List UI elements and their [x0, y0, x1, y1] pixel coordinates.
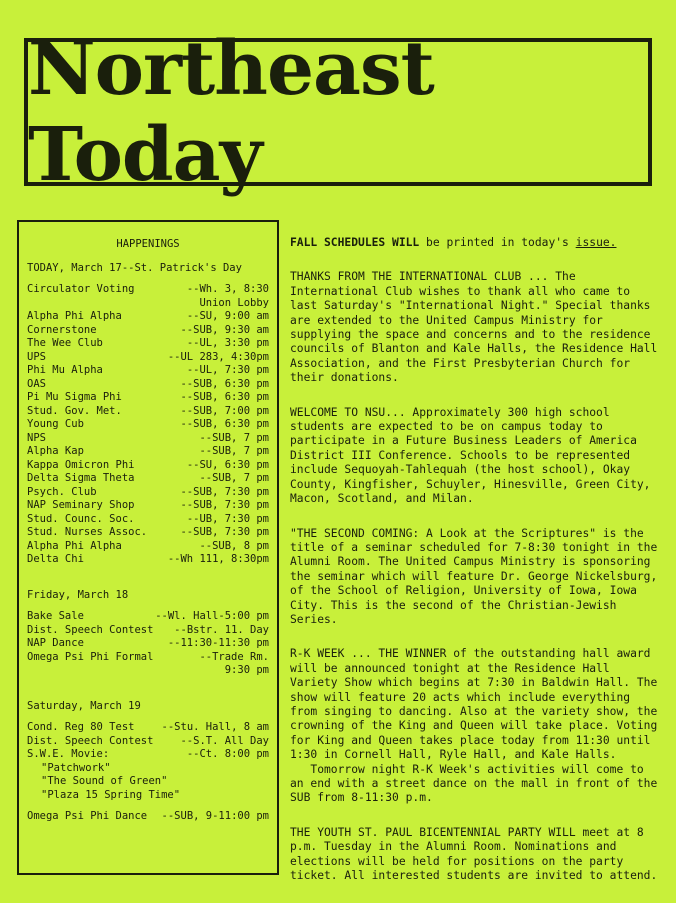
event-detail-continued: Union Lobby	[199, 296, 269, 309]
second-coming-item: "THE SECOND COMING: A Look at the Scriptures" is the title of a seminar scheduled for 7-8:30 tonight in the Alumni Room. The United Campus Ministry is sponsoring the seminar which will feature Dr. George Nickelsburg, of the School of Religion, University of Iowa, Iowa City. This is the second of the Christian-Jewish Series.	[290, 526, 665, 626]
event-name: UPS	[27, 350, 46, 363]
event-detail: --UB, 7:30 pm	[186, 512, 269, 525]
saturday-movie-list	[27, 762, 269, 803]
event-row	[27, 351, 269, 365]
schedules-text: be printed in today's	[419, 236, 576, 249]
event-name: Circulator Voting	[27, 283, 135, 295]
event-detail-continued: 9:30 pm	[224, 664, 269, 676]
happenings-heading: HAPPENINGS	[116, 238, 180, 250]
event-name: The Wee Club	[27, 337, 103, 349]
event-name: Pi Mu Sigma Phi	[27, 391, 122, 403]
rk-week-item: R-K WEEK ... THE WINNER of the outstanding hall award will be announced tonight at the Residence Hall Variety Show which begins at 7:30 in Baldwin Hall. The show will feature 20 acts which include everything from singing to dancing. Also at the variety show, the crowning of the King and Queen will take place. Voting for King and Queen takes place today from 11:30 until 1:30 in Cornell Hall, Ryle Hall, and Kale Halls. Tomorrow night R-K Week's activities will come to an end with a street dance on the mall in front of the SUB from 8-11:30 p.m.	[290, 647, 658, 805]
event-row	[27, 445, 269, 459]
event-detail: --Trade Rm.	[199, 650, 269, 663]
international-club-item: THANKS FROM THE INTERNATIONAL CLUB ... The International Club wishes to thank all who came to last Saturday's "International Night." Special thanks are extended to the United Campus Ministry for supplying the space and concerns and to the residence councils of Blanton and Kale Halls, the Residence Hall Association, and the First Presbyterian Church for their donations.	[290, 270, 665, 385]
event-row	[27, 472, 269, 486]
event-name: Omega Psi Phi Dance	[27, 810, 148, 822]
movie-title: "Patchwork"	[41, 761, 111, 774]
event-name: Phi Mu Alpha	[27, 364, 103, 376]
friday-date-line: Friday, March 18	[27, 588, 129, 601]
event-detail: --SU, 6:30 pm	[186, 458, 269, 471]
event-row	[27, 553, 269, 567]
saturday-date-line: Saturday, March 19	[27, 699, 141, 712]
event-name: NAP Seminary Shop	[27, 499, 135, 511]
event-name: Bake Sale	[27, 610, 84, 622]
event-detail: --Wl. Hall-5:00 pm	[155, 610, 269, 622]
event-detail: --UL, 3:30 pm	[186, 337, 269, 349]
saturday-events-list	[27, 721, 269, 762]
event-row	[27, 378, 269, 392]
event-detail: --SUB, 7 pm	[199, 445, 269, 457]
event-row	[27, 337, 269, 351]
event-name: Delta Sigma Theta	[27, 472, 135, 484]
event-row	[27, 391, 269, 405]
event-row	[27, 651, 269, 665]
event-detail: --Stu. Hall, 8 am	[161, 721, 269, 733]
event-detail: --SU, 9:00 am	[186, 310, 269, 322]
event-row	[27, 405, 269, 419]
event-detail: --Bstr. 11. Day	[174, 623, 269, 636]
movie-title: "Plaza 15 Spring Time"	[41, 788, 181, 801]
happenings-sidebar	[17, 220, 279, 875]
friday-events-list	[27, 610, 269, 678]
event-row	[27, 526, 269, 540]
event-detail: --SUB, 7:30 pm	[180, 526, 269, 538]
main-column	[290, 236, 665, 903]
event-detail: --UL 283, 4:30pm	[167, 350, 269, 363]
event-row	[27, 364, 269, 378]
masthead-title: Northeast Today	[28, 26, 434, 198]
event-detail: --SUB, 9:30 am	[180, 323, 269, 336]
event-detail: --11:30-11:30 pm	[167, 637, 269, 649]
event-detail: --SUB, 7 pm	[199, 431, 269, 444]
event-name: NAP Dance	[27, 637, 84, 649]
event-detail: --SUB, 7:00 pm	[180, 404, 269, 417]
today-events-list	[27, 283, 269, 567]
event-detail: --SUB, 6:30 pm	[180, 418, 269, 430]
event-name: Young Cub	[27, 418, 84, 430]
event-name: OAS	[27, 377, 46, 390]
event-row	[27, 721, 269, 735]
event-row	[27, 459, 269, 473]
event-name: Omega Psi Phi Formal	[27, 650, 154, 663]
event-row	[27, 283, 269, 297]
event-name: Dist. Speech Contest	[27, 734, 154, 747]
movie-title: "The Sound of Green"	[41, 775, 168, 787]
event-row	[27, 610, 269, 624]
event-row	[27, 810, 269, 824]
today-date-line: TODAY, March 17--St. Patrick's Day	[27, 261, 242, 274]
event-detail: --SUB, 6:30 pm	[180, 391, 269, 403]
event-name: Stud. Counc. Soc.	[27, 512, 135, 525]
event-name: Dist. Speech Contest	[27, 623, 154, 636]
schedules-issue: issue.	[575, 236, 617, 249]
event-detail: --SUB, 7:30 pm	[180, 485, 269, 498]
event-name: NPS	[27, 431, 46, 444]
event-row	[27, 540, 269, 554]
event-row	[27, 748, 269, 762]
event-name: Alpha Phi Alpha	[27, 310, 122, 322]
event-name: Cornerstone	[27, 323, 97, 336]
event-name: Cond. Reg 80 Test	[27, 721, 135, 733]
event-detail: --Wh. 3, 8:30	[186, 283, 269, 295]
event-name: Stud. Nurses Assoc.	[27, 526, 148, 538]
schedules-lead: FALL SCHEDULES WILL	[290, 236, 420, 249]
event-detail: --SUB, 9-11:00 pm	[161, 810, 269, 822]
schedules-notice	[290, 236, 662, 250]
event-detail: --Ct. 8:00 pm	[186, 748, 269, 760]
bicentennial-party-item: THE YOUTH ST. PAUL BICENTENNIAL PARTY WILL meet at 8 p.m. Tuesday in the Alumni Room. Nominations and elections will be held for positions on the party ticket. All interested students are invited to attend.	[290, 825, 658, 883]
event-name: Kappa Omicron Phi	[27, 458, 135, 471]
event-row	[27, 418, 269, 432]
event-detail: --Wh 111, 8:30pm	[167, 553, 269, 565]
event-row	[27, 735, 269, 749]
event-row	[27, 499, 269, 513]
event-detail: --S.T. All Day	[180, 734, 269, 747]
event-row	[27, 324, 269, 338]
event-name: Delta Chi	[27, 553, 84, 565]
event-detail: --SUB, 8 pm	[199, 539, 269, 552]
event-row	[27, 486, 269, 500]
event-detail: --SUB, 7:30 pm	[180, 499, 269, 511]
welcome-item: WELCOME TO NSU... Approximately 300 high school students are expected to be on campus today to participate in a Future Business Leaders of America District III Conference. Schools to be represented include Sequoyah-Tahlequah (the host school), Okay County, Kingfisher, Schuyler, Hinesville, Green City, Macon, Scotland, and Milan.	[290, 405, 658, 506]
event-row	[27, 432, 269, 446]
event-detail: --SUB, 7 pm	[199, 472, 269, 484]
masthead	[24, 26, 652, 198]
event-detail: --UL, 7:30 pm	[186, 364, 269, 376]
event-name: Stud. Gov. Met.	[27, 404, 122, 417]
event-row	[27, 310, 269, 324]
event-name: S.W.E. Movie:	[27, 748, 110, 760]
event-row	[27, 513, 269, 527]
event-name: Psych. Club	[27, 485, 97, 498]
event-name: Alpha Kap	[27, 445, 84, 457]
event-row	[27, 624, 269, 638]
event-name: Alpha Phi Alpha	[27, 539, 122, 552]
event-detail: --SUB, 6:30 pm	[180, 377, 269, 390]
event-row	[27, 637, 269, 651]
